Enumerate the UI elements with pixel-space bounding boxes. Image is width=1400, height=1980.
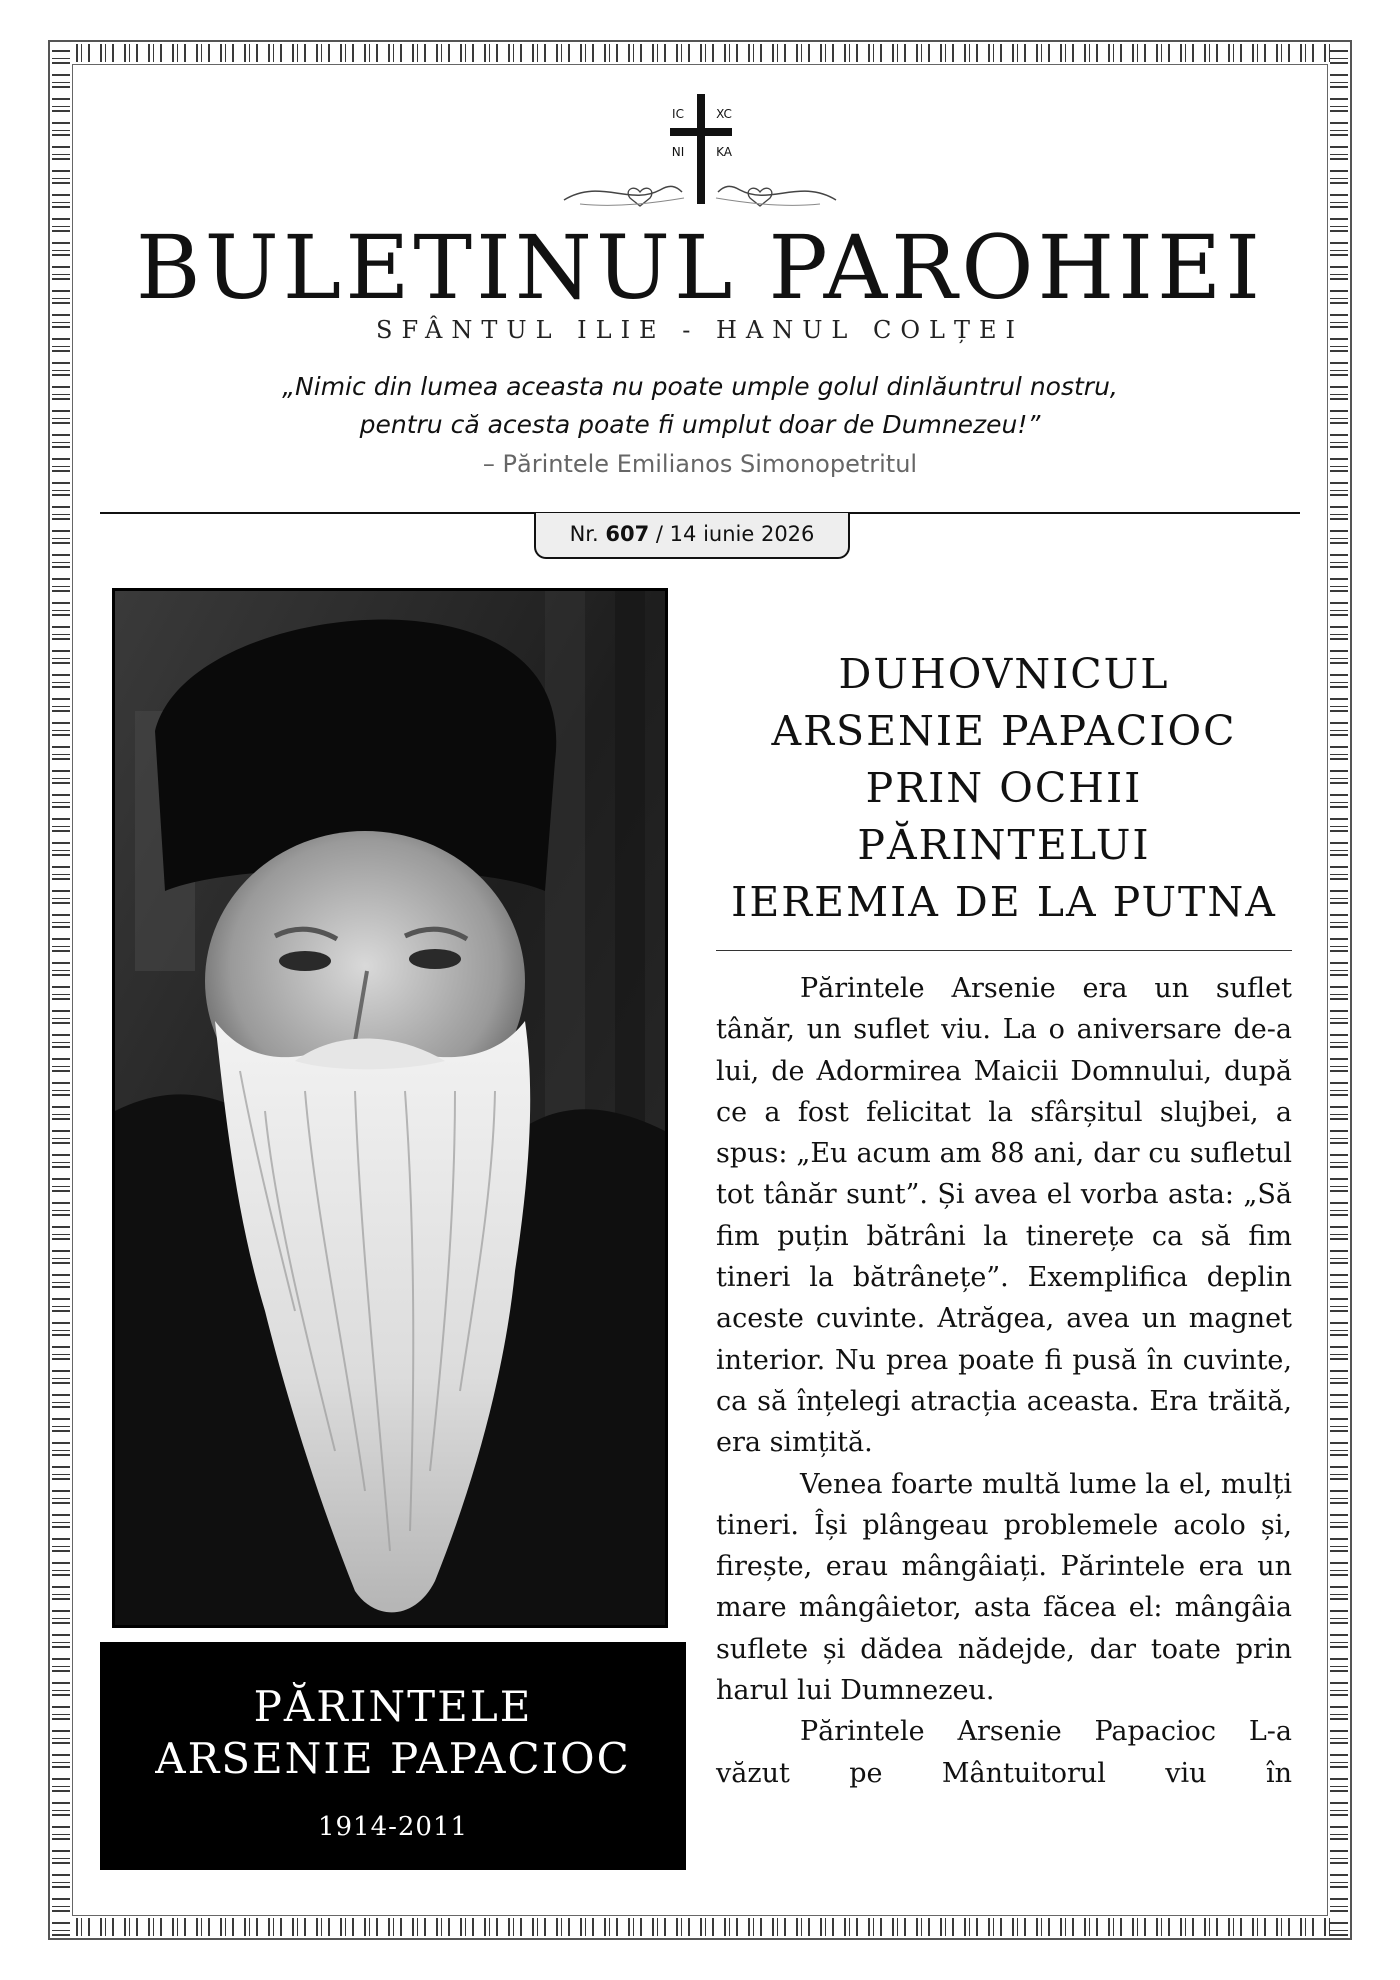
portrait-caption [100, 1642, 686, 1870]
issue-number: 607 [605, 522, 650, 546]
article-title-line: IEREMIA DE LA PUTNA [731, 878, 1277, 926]
issue-separator: / [655, 522, 663, 546]
article-paragraph: Venea foarte multă lume la el, mulți tineri. Își plângeau problemele acolo și, firește, erau mângâiați. Părintele era un mare mângâietor, asta făcea el: mângâia suflete și dădea nădejde, dar toate prin harul lui Dumnezeu. [716, 1468, 1292, 1707]
header-quote [0, 368, 1400, 444]
article-title-divider [716, 950, 1292, 951]
cross-letter-xc: XC [716, 107, 732, 121]
issue-prefix: Nr. [569, 522, 599, 546]
caption-years: 1914-2011 [317, 1812, 469, 1842]
issue-date: 14 iunie 2026 [669, 522, 815, 546]
cross-letter-ic: IC [672, 107, 684, 121]
caption-line-1: PĂRINTELE [253, 1682, 533, 1731]
article-title [716, 646, 1292, 931]
article-title-line: PRIN OCHII [865, 764, 1143, 812]
article-title-line: DUHOVNICUL [838, 650, 1170, 698]
cross-letter-ka: KA [716, 145, 732, 159]
flourish-ornament-icon [560, 168, 840, 212]
article-paragraph: Părintele Arsenie era un suflet tânăr, un suflet viu. La o aniversare de-a lui, de Adormirea Maicii Domnului, după ce a fost felicitat la sfârșitul slujbei, a spus: „Eu acum am 88 ani, dar cu sufletul tot tânăr sunt”. Și avea el vorba asta: „Să fim puțin bătrâni la tinerețe ca să fim tineri la bătrânețe”. Exemplifica deplin aceste cuvinte. Atrăgea, avea un magnet interior. Nu prea poate fi pusă în cuvinte, ca să înțelegi atracția aceasta. Era trăită, era simțită. [716, 973, 1292, 1459]
portrait-photo [112, 588, 668, 1628]
article-body [716, 968, 1292, 1794]
quote-line-1: „Nimic din lumea aceasta nu poate umple golul dinlăuntrul nostru, [282, 372, 1118, 401]
article-title-line: ARSENIE PAPACIOC [771, 707, 1237, 755]
page-border-bottom-band [52, 1918, 1348, 1936]
article-paragraph: Părintele Arsenie Papacioc L-a văzut pe Mântuitorul viu în [716, 1716, 1292, 1789]
issue-number-tab [534, 513, 850, 559]
article-title-line: PĂRINTELUI [857, 821, 1151, 869]
quote-line-2: pentru că acesta poate fi umplut doar de Dumnezeu!” [359, 410, 1041, 439]
page-border-top-band [52, 44, 1348, 62]
masthead-subtitle: SFÂNTUL ILIE - HANUL COLȚEI [376, 316, 1024, 344]
masthead-title: BULETINUL PAROHIEI [135, 216, 1265, 319]
caption-line-2: ARSENIE PAPACIOC [155, 1734, 631, 1783]
cross-letter-ni: NI [671, 145, 685, 159]
quote-author: – Părintele Emilianos Simonopetritul [482, 450, 918, 478]
